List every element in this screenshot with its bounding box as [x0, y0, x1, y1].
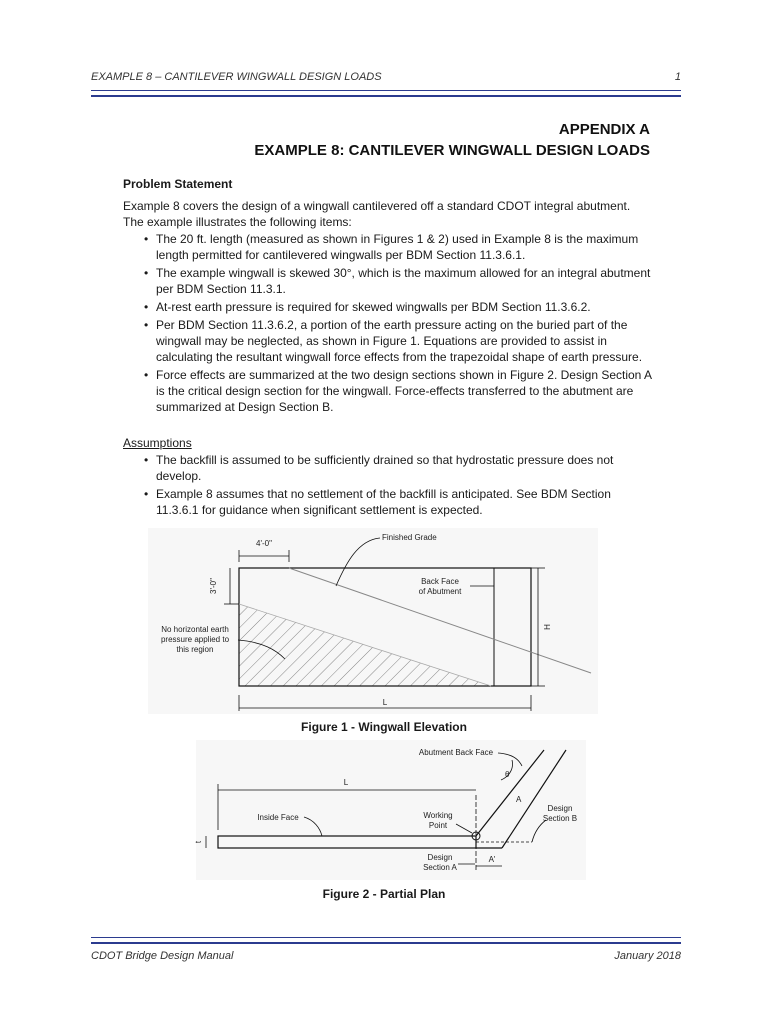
intro-line-2: The example illustrates the following items:: [123, 215, 352, 229]
problem-heading: Problem Statement: [123, 177, 233, 191]
problem-intro: [123, 198, 653, 230]
assumptions-heading: Assumptions: [123, 436, 192, 450]
dim-3ft-label: 3'-0": [209, 578, 218, 594]
list-item: • At-rest earth pressure is required for skewed wingwalls per BDM Section 11.3.6.2.: [123, 299, 653, 315]
page-number: 1: [674, 71, 681, 83]
figure-2-partial-plan: [196, 740, 586, 880]
list-item: • The backfill is assumed to be sufficiently drained so that hydrostatic pressure does not develop.: [123, 452, 653, 484]
intro-line-1: Example 8 covers the design of a wingwall cantilevered off a standard CDOT integral abutment.: [123, 199, 631, 213]
list-item: • Force effects are summarized at the two design sections shown in Figure 2. Design Section A is the critical design section for the wingwall. Force-effects transferred to the abutment are summarized at Design Section B.: [123, 367, 653, 415]
back-face-label-2: of Abutment: [418, 587, 462, 596]
list-item: • Per BDM Section 11.3.6.2, a portion of the earth pressure acting on the buried part of the wingwall may be neglected, as shown in Figure 1. Equations are provided to assist in calculating the resultant wingwall force effects from the trapezoidal shape of earth pressure.: [123, 317, 653, 365]
dim-a-prime-label: A': [488, 855, 496, 864]
working-point-label-1: Working: [423, 811, 453, 820]
back-face-label-1: Back Face: [421, 577, 459, 586]
no-pressure-label-1: No horizontal earth: [161, 625, 229, 634]
footer-date: January 2018: [614, 950, 681, 962]
header-title: EXAMPLE 8 – CANTILEVER WINGWALL DESIGN LOADS: [91, 71, 382, 83]
working-point-label-2: Point: [428, 821, 448, 830]
list-item: • Example 8 assumes that no settlement of the backfill is anticipated. See BDM Section 11.3.6.1 for guidance when significant settlement is expected.: [123, 486, 653, 518]
dim-a-label: A: [516, 795, 522, 804]
design-section-b-label-1: Design: [547, 804, 573, 813]
dim-h-label: H: [543, 624, 552, 630]
theta-label: θ: [505, 770, 510, 779]
page-header: [91, 71, 681, 83]
figure-1-wingwall-elevation: [148, 528, 598, 714]
design-section-a-label-1: Design: [427, 853, 453, 862]
figure-2-caption: Figure 2 - Partial Plan: [322, 887, 446, 901]
dim-t-label: t: [194, 840, 203, 844]
dim-l-label: L: [382, 698, 388, 707]
no-pressure-label-2: pressure applied to: [160, 635, 230, 644]
design-section-a-label-2: Section A: [423, 863, 457, 872]
dim-4ft-label: 4'-0": [256, 539, 272, 548]
assumptions-bullets: [123, 452, 653, 520]
dim-l-label: L: [343, 778, 349, 787]
example-title: EXAMPLE 8: CANTILEVER WINGWALL DESIGN LOADS: [254, 142, 650, 159]
inside-face-label: Inside Face: [257, 813, 299, 822]
page-footer: [91, 950, 681, 962]
footer-rule: [91, 937, 681, 944]
problem-bullets: [123, 231, 653, 417]
figure-1-caption: Figure 1 - Wingwall Elevation: [301, 720, 467, 734]
list-item: • The example wingwall is skewed 30°, which is the maximum allowed for an integral abutment per BDM Section 11.3.1.: [123, 265, 653, 297]
no-pressure-label-3: this region: [176, 645, 214, 654]
finished-grade-label: Finished Grade: [382, 533, 437, 542]
header-rule: [91, 90, 681, 97]
abutment-back-face-label: Abutment Back Face: [418, 748, 494, 757]
appendix-title: APPENDIX A: [558, 121, 650, 138]
list-item: • The 20 ft. length (measured as shown in Figures 1 & 2) used in Example 8 is the maximum length permitted for cantilevered wingwalls per BDM Section 11.3.6.1.: [123, 231, 653, 263]
design-section-b-label-2: Section B: [542, 814, 578, 823]
footer-left: CDOT Bridge Design Manual: [91, 950, 234, 962]
